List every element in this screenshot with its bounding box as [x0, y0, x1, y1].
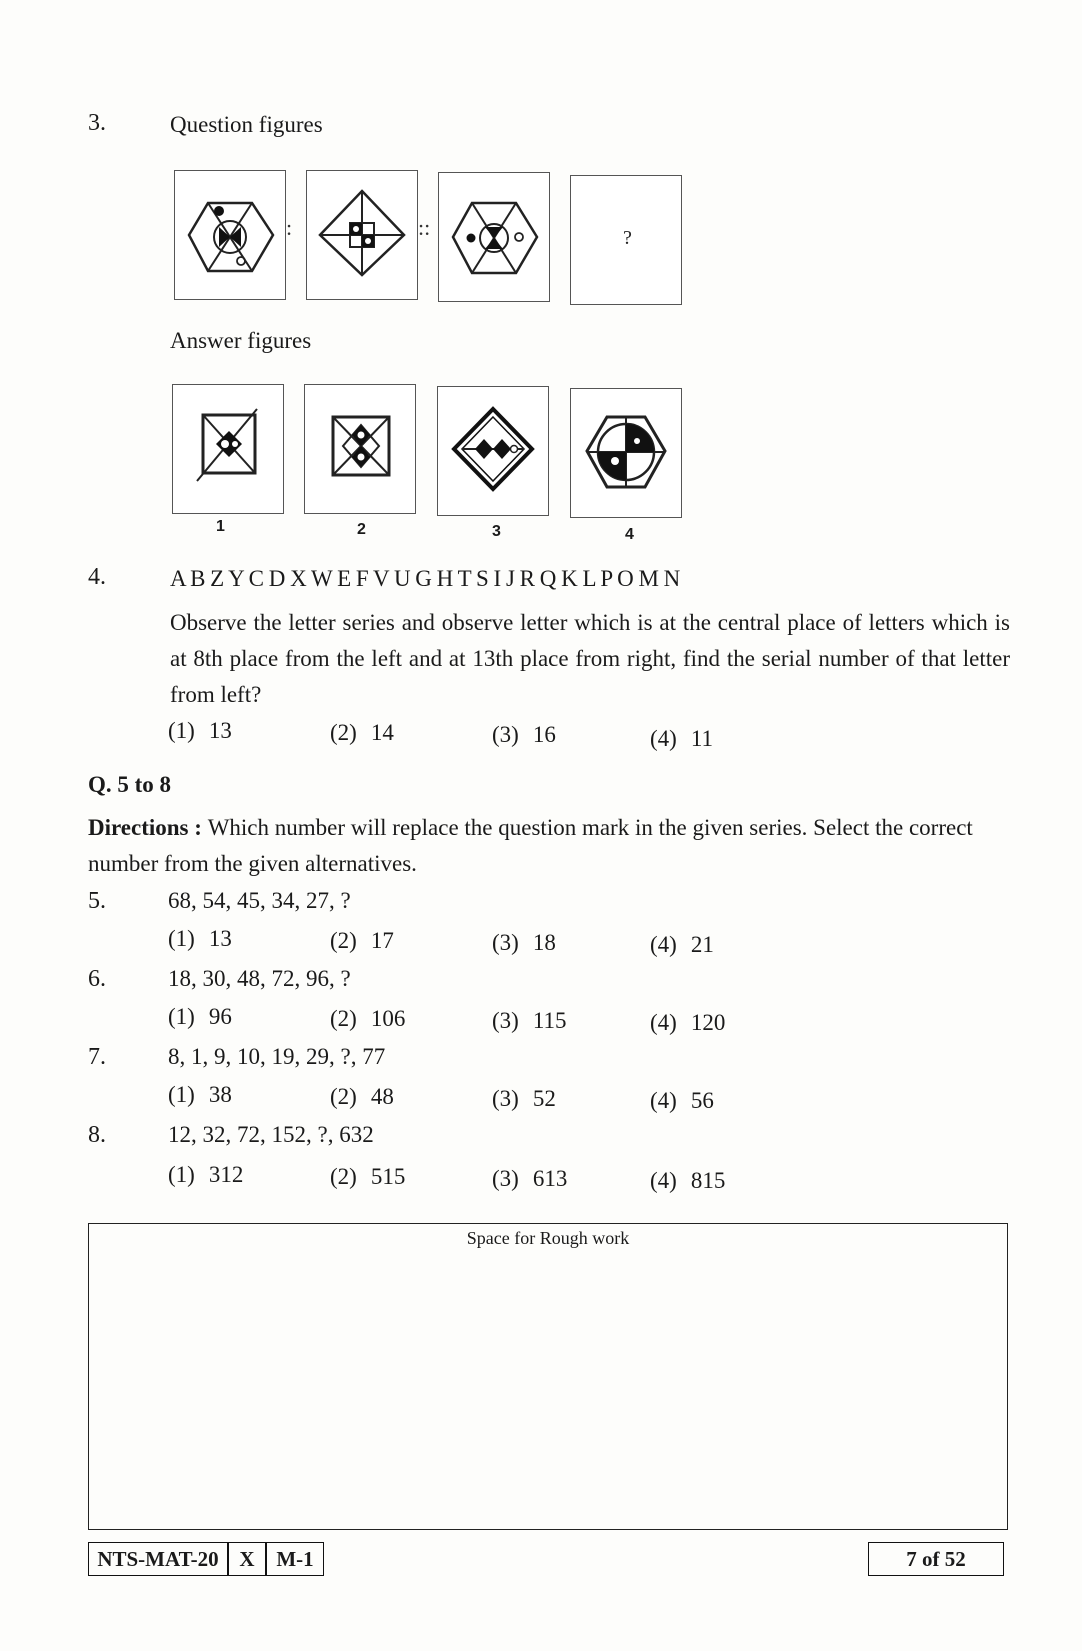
answer-figure-2[interactable] — [304, 384, 416, 514]
answer-option-number: 2 — [357, 521, 366, 538]
option-number: (4) — [650, 726, 677, 751]
option-number: (3) — [492, 1086, 519, 1111]
number-series: 18, 30, 48, 72, 96, ? — [168, 966, 351, 991]
option-1[interactable] — [168, 718, 232, 744]
option-value: 11 — [690, 726, 713, 751]
option-3[interactable] — [492, 722, 556, 748]
option-2[interactable] — [330, 720, 394, 746]
option-2[interactable] — [330, 1084, 394, 1110]
option-number: (3) — [492, 1008, 519, 1033]
number-series: 68, 54, 45, 34, 27, ? — [168, 888, 351, 913]
answer-option-number: 3 — [492, 523, 501, 540]
answer-option-number: 4 — [625, 526, 634, 543]
option-value: 96 — [208, 1004, 232, 1029]
question-number: 3. — [88, 110, 106, 136]
question-figure-2 — [306, 170, 418, 300]
question-number: 8. — [88, 1122, 106, 1148]
rough-work-area — [88, 1223, 1008, 1530]
option-number: (1) — [168, 718, 195, 743]
class-label: X — [228, 1542, 266, 1576]
option-value: 815 — [690, 1168, 726, 1193]
question-number: 7. — [88, 1044, 106, 1070]
option-value: 312 — [208, 1162, 244, 1187]
question-number: 5. — [88, 888, 106, 914]
option-value: 52 — [532, 1086, 556, 1111]
option-3[interactable] — [492, 930, 556, 956]
number-series: 8, 1, 9, 10, 19, 29, ?, 77 — [168, 1044, 386, 1069]
section-heading: Q. 5 to 8 — [88, 772, 172, 797]
option-number: (4) — [650, 1010, 677, 1035]
option-number: (4) — [650, 1168, 677, 1193]
option-1[interactable] — [168, 1004, 232, 1030]
proportion-separator: :: — [418, 215, 431, 240]
option-value: 106 — [370, 1006, 406, 1031]
option-1[interactable] — [168, 926, 232, 952]
option-value: 515 — [370, 1164, 406, 1189]
option-value: 120 — [690, 1010, 726, 1035]
option-3[interactable] — [492, 1086, 556, 1112]
question-number: 6. — [88, 966, 106, 992]
option-number: (1) — [168, 1004, 195, 1029]
set-label: M-1 — [266, 1542, 324, 1576]
option-value: 38 — [208, 1082, 232, 1107]
option-value: 14 — [370, 720, 394, 745]
option-number: (1) — [168, 1162, 195, 1187]
option-number: (1) — [168, 926, 195, 951]
option-value: 56 — [690, 1088, 714, 1113]
rough-work-title: Space for Rough work — [466, 1228, 630, 1248]
answer-figure-4[interactable] — [570, 388, 682, 518]
number-series: 12, 32, 72, 152, ?, 632 — [168, 1122, 374, 1147]
letter-series: A B Z Y C D X W E F V U G H T S I J R Q K L P O M N — [170, 566, 682, 591]
option-number: (2) — [330, 928, 357, 953]
option-number: (1) — [168, 1082, 195, 1107]
option-3[interactable] — [492, 1008, 566, 1034]
option-value: 17 — [370, 928, 394, 953]
directions-text: Which number will replace the question mark in the given series. Select the correct number from the given alternatives. — [88, 815, 973, 876]
option-value: 16 — [532, 722, 556, 747]
answer-figure-1[interactable] — [172, 384, 284, 514]
option-1[interactable] — [168, 1162, 243, 1188]
option-1[interactable] — [168, 1082, 232, 1108]
option-number: (2) — [330, 720, 357, 745]
option-value: 48 — [370, 1084, 394, 1109]
option-value: 13 — [208, 926, 232, 951]
option-number: (2) — [330, 1164, 357, 1189]
option-4[interactable] — [650, 1010, 725, 1036]
option-number: (3) — [492, 930, 519, 955]
option-value: 13 — [208, 718, 232, 743]
option-2[interactable] — [330, 1006, 405, 1032]
option-number: (4) — [650, 1088, 677, 1113]
question-figure-3 — [438, 172, 550, 302]
option-2[interactable] — [330, 1164, 405, 1190]
option-value: 18 — [532, 930, 556, 955]
option-2[interactable] — [330, 928, 394, 954]
option-value: 21 — [690, 932, 714, 957]
option-number: (4) — [650, 932, 677, 957]
option-4[interactable] — [650, 726, 713, 752]
answer-option-number: 1 — [216, 518, 225, 535]
option-number: (3) — [492, 722, 519, 747]
question-figure-1 — [174, 170, 286, 300]
question-figures-label: Question figures — [170, 112, 323, 137]
question-text: Observe the letter series and observe letter which is at the central place of letters which is at 8th place from the left and at 13th place from right, find the serial number of that letter from left? — [170, 610, 1010, 707]
option-3[interactable] — [492, 1166, 567, 1192]
directions: Directions : Which number will replace the question mark in the given series. Select the correct number from the given alternatives. — [88, 815, 973, 876]
option-number: (2) — [330, 1084, 357, 1109]
option-number: (2) — [330, 1006, 357, 1031]
option-4[interactable] — [650, 1088, 714, 1114]
option-number: (3) — [492, 1166, 519, 1191]
ratio-separator: : — [286, 215, 293, 240]
page-number: 7 of 52 — [868, 1542, 1004, 1576]
question-number: 4. — [88, 564, 106, 590]
paper-code: NTS-MAT-20 — [88, 1542, 228, 1576]
option-4[interactable] — [650, 932, 714, 958]
option-value: 115 — [532, 1008, 567, 1033]
option-value: 613 — [532, 1166, 568, 1191]
question-mark: ? — [623, 227, 632, 249]
answer-figures-label: Answer figures — [170, 328, 312, 353]
answer-figure-3[interactable] — [437, 386, 549, 516]
question-figure-4 — [570, 175, 682, 305]
directions-label: Directions — [88, 815, 189, 840]
option-4[interactable] — [650, 1168, 725, 1194]
